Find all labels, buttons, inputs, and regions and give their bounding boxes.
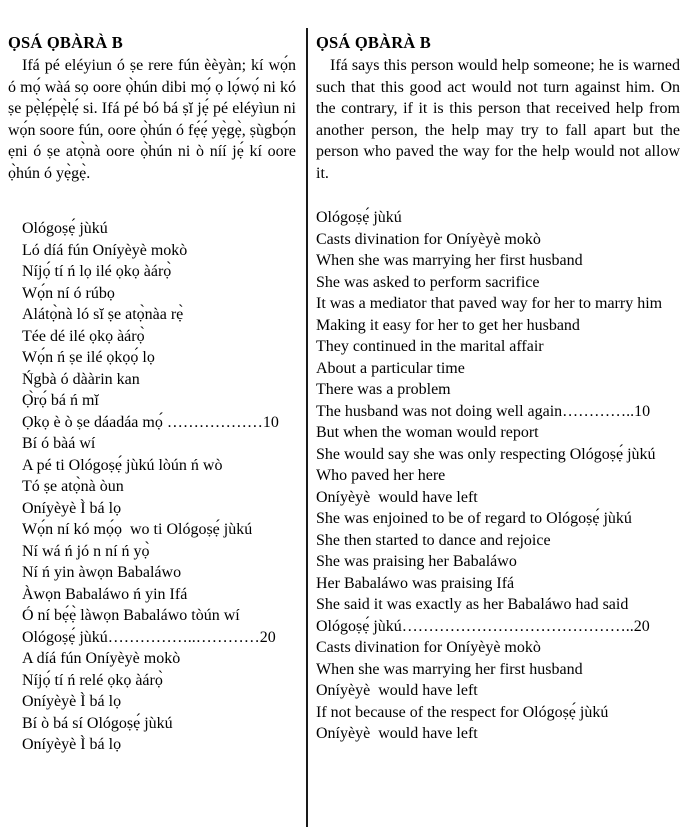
verse-line: Ní ń yin àwọn Babaláwo xyxy=(22,564,182,582)
verse-line: They continued in the marital affair xyxy=(316,338,544,356)
verse-line: She was asked to perform sacrifice xyxy=(316,273,540,291)
verse-line: Wọ́n ń ṣe ilé ọkọọ́ lọ xyxy=(22,349,155,367)
right-verse-block xyxy=(316,207,680,745)
verse-line: Ológoṣẹ́ jùkú xyxy=(316,209,402,227)
right-column-english xyxy=(308,0,686,827)
verse-line: Bí ó bàá wí xyxy=(22,435,96,453)
verse-line: Making it easy for her to get her husband xyxy=(316,316,580,334)
verse-line: Tée dé ilé ọkọ àárọ̀ xyxy=(22,327,145,345)
left-column-yoruba xyxy=(0,0,306,827)
verse-line: Wọ́n ní kó mọ́ọ wo ti Ológoṣẹ́ jùkú xyxy=(22,521,253,539)
verse-line-numbered: Ológoṣẹ́ jùkú……………..…………20 xyxy=(22,628,276,646)
verse-line: She was enjoined to be of regard to Ológoṣẹ́ jùkú xyxy=(316,510,632,528)
left-verse-block xyxy=(8,218,296,756)
verse-line: She would say she was only respecting Ológoṣẹ́ jùkú xyxy=(316,445,656,463)
verse-line: Oníyèyè Ì bá lọ xyxy=(22,499,122,517)
verse-line: A díá fún Oníyèyè mokò xyxy=(22,650,181,668)
verse-line: When she was marrying her first husband xyxy=(316,660,583,678)
verse-line-numbered: Ológoṣẹ́ jùkú……………………………………..20 xyxy=(316,617,650,635)
verse-line: But when the woman would report xyxy=(316,424,539,442)
right-odu-title: ỌSÁ ỌBÀRÀ B xyxy=(316,33,431,52)
verse-line: If not because of the respect for Ológoṣẹ́ jùkú xyxy=(316,703,609,721)
verse-line: She was praising her Babaláwo xyxy=(316,553,517,571)
verse-line: When she was marrying her first husband xyxy=(316,252,583,270)
verse-line: There was a problem xyxy=(316,381,451,399)
verse-line: Ńgbà ó dààrin kan xyxy=(22,370,140,388)
verse-line: Tó ṣe atọ̀nà òun xyxy=(22,478,124,496)
verse-line: Oníyèyè Ì bá lọ xyxy=(22,693,122,711)
verse-line: Oníyèyè would have left xyxy=(316,725,478,743)
verse-line: Casts divination for Oníyèyè mokò xyxy=(316,639,541,657)
verse-line: Ológoṣẹ́ jùkú xyxy=(22,220,108,238)
verse-line: Níjọ́ tí ń lọ ilé ọkọ àárọ̀ xyxy=(22,263,172,281)
verse-line-numbered: Ọkọ è ò ṣe dáadáa mọ́ ………………10 xyxy=(22,413,279,431)
verse-line: A pé ti Ológoṣẹ́ jùkú lòún ń wò xyxy=(22,456,223,474)
right-intro-paragraph: Ifá says this person would help someone; he is warned such that this good act would not turn against him. On the contrary, if it is this person that received help from another person, the help may try to fall apart but the person who paved the way for the help would not allow it. xyxy=(316,57,680,182)
verse-line: It was a mediator that paved way for her to marry him xyxy=(316,295,663,313)
verse-line: She then started to dance and rejoice xyxy=(316,531,551,549)
left-odu-title: ỌSÁ ỌBÀRÀ B xyxy=(8,33,123,52)
verse-line: Oníyèyè would have left xyxy=(316,488,478,506)
verse-line: Níjọ́ tí ń relé ọkọ àárọ̀ xyxy=(22,671,163,689)
verse-line: Who paved her here xyxy=(316,467,446,485)
verse-line: Ọ̀rọ́ bá ń mĭ xyxy=(22,392,99,410)
verse-line: Bí ò bá sí Ológoṣẹ́ jùkú xyxy=(22,714,173,732)
verse-line: About a particular time xyxy=(316,359,465,377)
left-intro-paragraph: Ifá pé eléyiun ó ṣe rere fún èèyàn; kí wọ́n ó mọ́ wàá sọ oore ọ̀hún dibi mọ́ ọ lọ́wọ́ ni kó ṣe pẹ̀lẹ́pẹ̀lẹ́ si. Ifá pé bó bá ṣĭ jẹ́ pé eléyìun ni wọ́n soore fún, oore ọ̀hún ó fẹ́ẹ́ yẹ̀gẹ̀, ṣùgbọ́n ẹni ó ṣe atọ̀nà oore ọ̀hún ni ò níí jẹ́ kí oore ọ̀hún ó yẹ̀gẹ̀. xyxy=(8,57,296,182)
verse-line: Her Babaláwo was praising Ifá xyxy=(316,574,515,592)
verse-line: Alátọ̀nà ló sĭ ṣe atọ̀nàa rẹ̀ xyxy=(22,306,184,324)
verse-line: Wọ́n ní ó rúbọ xyxy=(22,284,115,302)
verse-line: Oníyèyè would have left xyxy=(316,682,478,700)
verse-line: Ó ní bẹ́ẹ̀ làwọn Babaláwo tòún wí xyxy=(22,607,240,625)
verse-line: Ló díá fún Oníyèyè mokò xyxy=(22,241,188,259)
verse-line: Casts divination for Oníyèyè mokò xyxy=(316,230,541,248)
verse-line-numbered: The husband was not doing well again…………..10 xyxy=(316,402,651,420)
verse-line: She said it was exactly as her Babaláwo had said xyxy=(316,596,629,614)
verse-line: Ní wá ń jó n ní ń yọ̀ xyxy=(22,542,150,560)
verse-line: Oníyèyè Ì bá lọ xyxy=(22,736,122,754)
verse-line: Àwọn Babaláwo ń yin Ifá xyxy=(22,585,188,603)
